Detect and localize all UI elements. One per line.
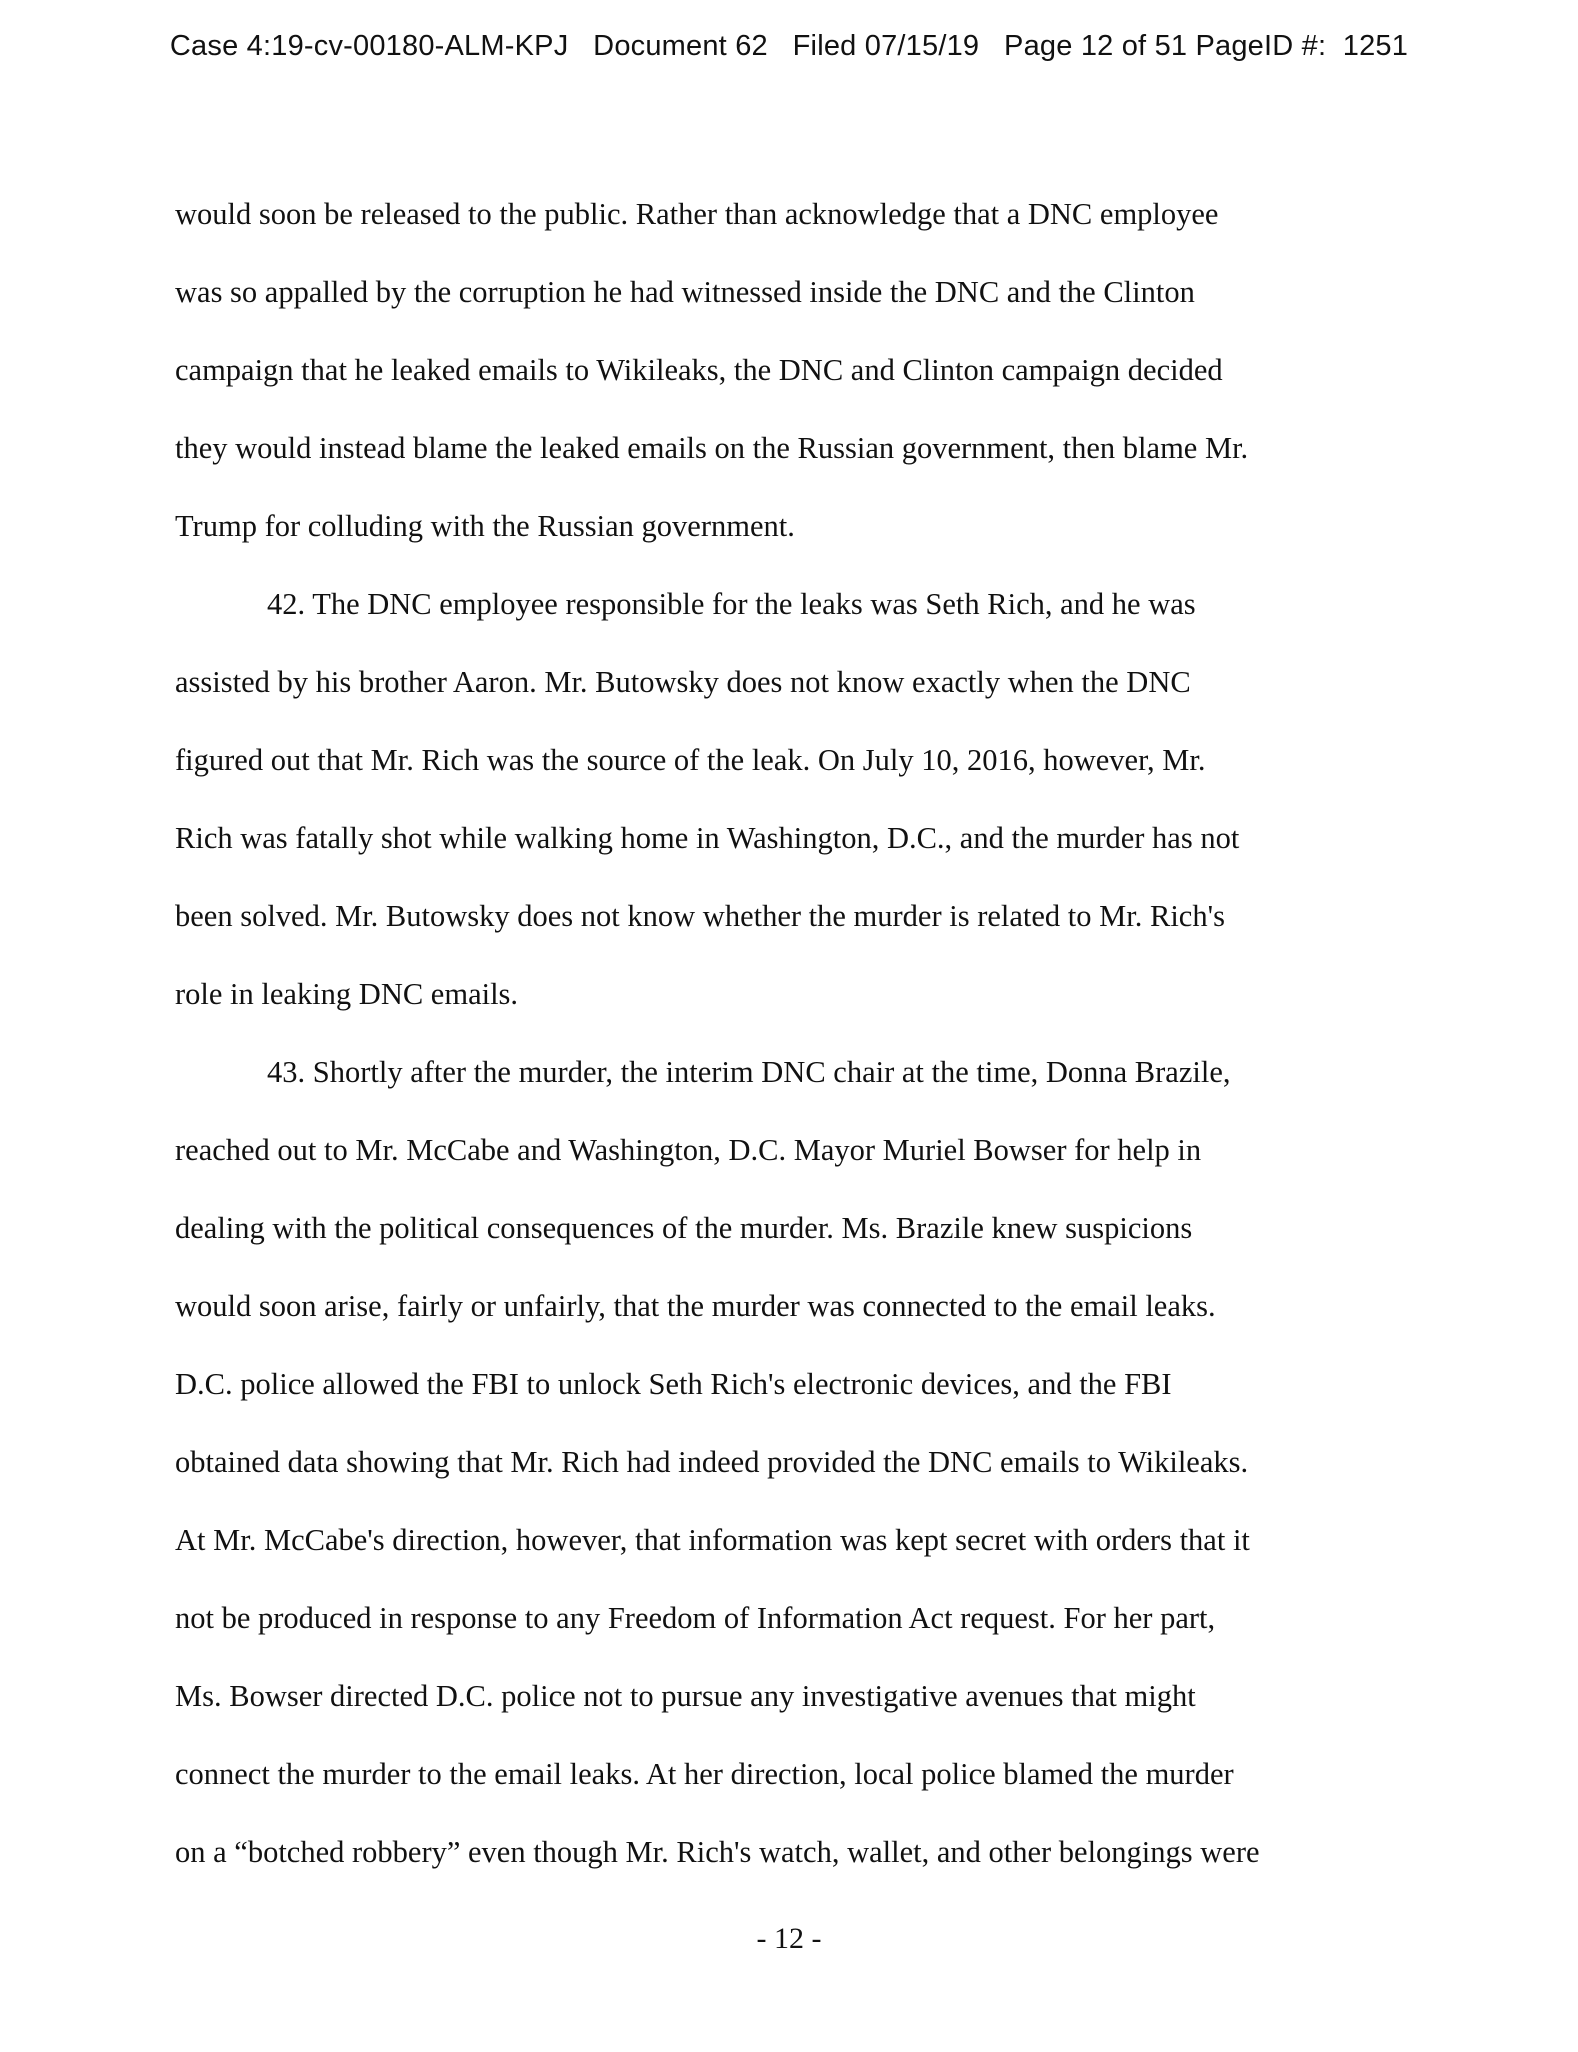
document-body	[175, 175, 1420, 1891]
case-number: Case 4:19-cv-00180-ALM-KPJ	[169, 30, 569, 62]
text-line: been solved. Mr. Butowsky does not know whether the murder is related to Mr. Rich's	[175, 899, 1225, 933]
paragraph-first-line: 42. The DNC employee responsible for the leaks was Seth Rich, and he was	[267, 587, 1196, 621]
text-line: D.C. police allowed the FBI to unlock Seth Rich's electronic devices, and the FBI	[175, 1367, 1172, 1401]
text-line: not be produced in response to any Freedom of Information Act request. For her part,	[175, 1601, 1216, 1635]
page-footer	[0, 1922, 1578, 1956]
text-line: dealing with the political consequences of the murder. Ms. Brazile knew suspicions	[175, 1211, 1193, 1245]
text-line: they would instead blame the leaked emails on the Russian government, then blame Mr.	[175, 431, 1249, 465]
paragraph-first-line: 43. Shortly after the murder, the interim DNC chair at the time, Donna Brazile,	[267, 1055, 1231, 1089]
page-id: Page 12 of 51 PageID #: 1251	[1004, 30, 1409, 62]
text-line: was so appalled by the corruption he had witnessed inside the DNC and the Clinton	[175, 275, 1195, 309]
text-line: Rich was fatally shot while walking home in Washington, D.C., and the murder has not	[175, 821, 1240, 855]
text-line: role in leaking DNC emails.	[175, 977, 519, 1011]
document-number: Document 62	[593, 30, 768, 62]
text-line: campaign that he leaked emails to Wikileaks, the DNC and Clinton campaign decided	[175, 353, 1223, 387]
text-line: obtained data showing that Mr. Rich had indeed provided the DNC emails to Wikileaks.	[175, 1445, 1249, 1479]
filed-date: Filed 07/15/19	[792, 30, 980, 62]
case-header	[0, 30, 1578, 63]
text-line: would soon arise, fairly or unfairly, that the murder was connected to the email leaks.	[175, 1289, 1216, 1323]
text-line: Ms. Bowser directed D.C. police not to pursue any investigative avenues that might	[175, 1679, 1196, 1713]
text-line: connect the murder to the email leaks. At her direction, local police blamed the murder	[175, 1757, 1234, 1791]
text-line: reached out to Mr. McCabe and Washington, D.C. Mayor Muriel Bowser for help in	[175, 1133, 1202, 1167]
text-line: on a “botched robbery” even though Mr. Rich's watch, wallet, and other belongings were	[175, 1835, 1260, 1869]
text-line: figured out that Mr. Rich was the source of the leak. On July 10, 2016, however, Mr.	[175, 743, 1206, 777]
text-line: assisted by his brother Aaron. Mr. Butowsky does not know exactly when the DNC	[175, 665, 1191, 699]
text-line: would soon be released to the public. Rather than acknowledge that a DNC employee	[175, 197, 1219, 231]
page-number: - 12 -	[756, 1922, 822, 1955]
text-line: At Mr. McCabe's direction, however, that information was kept secret with orders that it	[175, 1523, 1250, 1557]
text-line: Trump for colluding with the Russian government.	[175, 509, 795, 543]
